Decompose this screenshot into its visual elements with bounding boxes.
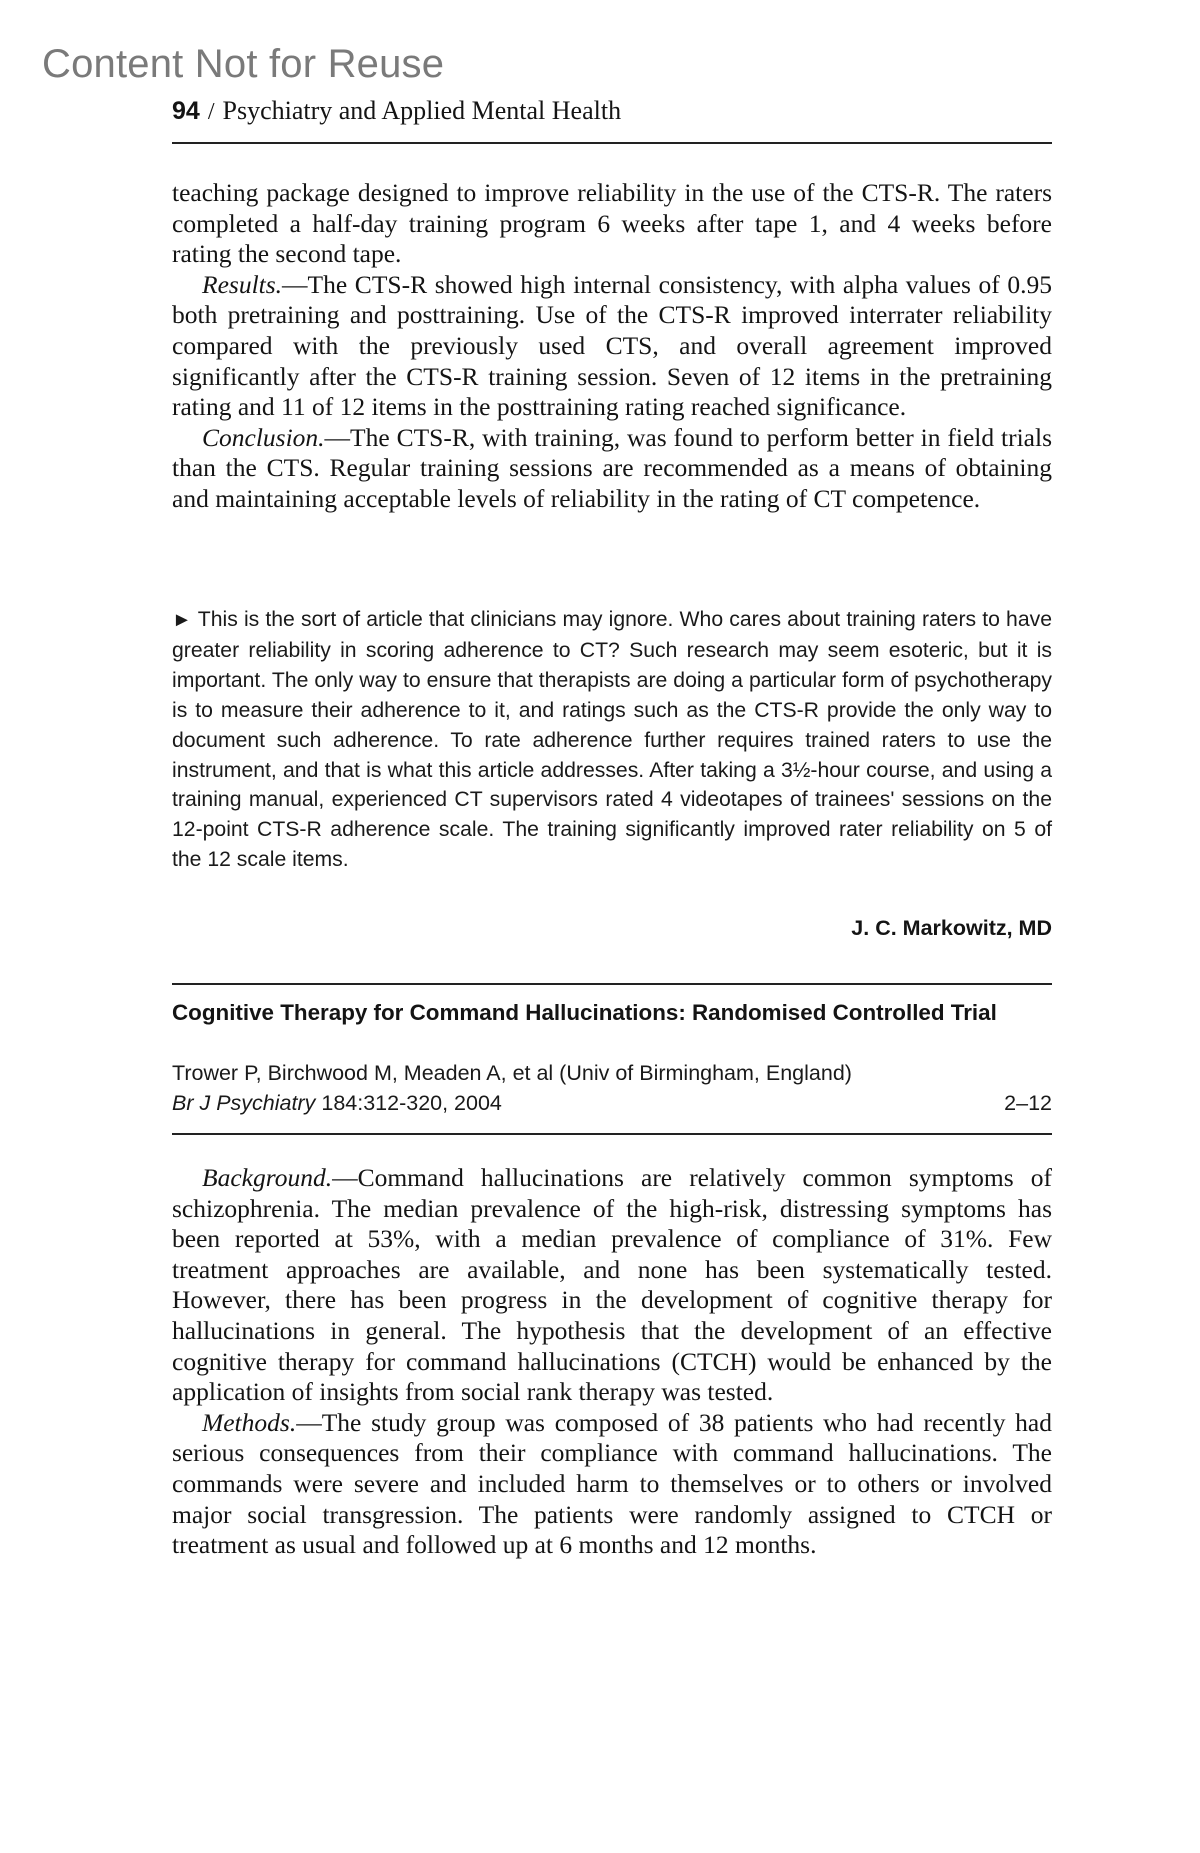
editorial-commentary [172, 605, 1052, 875]
running-head [172, 96, 621, 126]
conclusion-paragraph [172, 423, 1052, 515]
results-text: —The CTS-R showed high internal consistency, with alpha values of 0.95 both pretraining and posttraining. Use of the CTS-R improved interrater reliability compared with the previously used CTS, and overall agreement improved significantly after the CTS-R training session. Seven of 12 items in the pretraining rating and 11 of 12 items in the posttraining rating reached significance. [172, 269, 1052, 422]
article-abstract [172, 1163, 1052, 1561]
article-citation-line [172, 1089, 1052, 1118]
background-paragraph [172, 1163, 1052, 1408]
results-heading: Results. [202, 269, 283, 299]
background-heading: Background. [202, 1163, 333, 1192]
article-bottom-rule [172, 1133, 1052, 1135]
article-journal: Br J Psychiatry [172, 1091, 316, 1115]
watermark: Content Not for Reuse [42, 42, 445, 86]
header-rule [172, 142, 1052, 144]
article-title: Cognitive Therapy for Command Hallucinations: Randomised Controlled Trial [172, 1000, 997, 1025]
methods-paragraph [172, 1408, 1052, 1561]
background-text: —Command hallucinations are relatively common symptoms of schizophrenia. The median prevalence of the high-risk, distressing symptoms has been reported at 53%, with a median prevalence of compliance of 31%. Few treatment approaches are available, and none has been systematically tested. However, there has been progress in the development of cognitive therapy for hallucinations in general. The hypothesis that the development of an effective cognitive therapy for command hallucinations (CTCH) would be enhanced by the application of insights from social rank therapy was tested. [172, 1163, 1052, 1407]
running-head-separator: / [207, 99, 215, 125]
commentary-author: J. C. Markowitz, MD [851, 916, 1052, 940]
methods-heading: Methods. [202, 1407, 297, 1437]
article-code: 2–12 [1004, 1091, 1052, 1115]
conclusion-heading: Conclusion. [202, 422, 325, 452]
article-authors: Trower P, Birchwood M, Meaden A, et al (Univ of Birmingham, England) [172, 1061, 852, 1085]
commentary-text: This is the sort of article that clinicians may ignore. Who cares about training raters to have greater reliability in scoring adherence to CT? Such research may seem esoteric, but it is important. The only way to ensure that therapists are doing a particular form of psychotherapy is to measure their adherence to it, and ratings such as the CTS-R provide the only way to document such adherence. To rate adherence further requires trained raters to use the instrument, and that is what this article addresses. After taking a 3½-hour course, and using a training manual, experienced CT supervisors rated 4 videotapes of trainees' sessions on the 12-point CTS-R adherence scale. The training significantly improved rater reliability on 5 of the 12 scale items. [172, 608, 1052, 872]
continued-abstract [172, 178, 1052, 515]
page-number: 94 [172, 97, 200, 125]
abstract-intro-paragraph: teaching package designed to improve reliability in the use of the CTS-R. The raters completed a half-day training program 6 weeks after tape 1, and 4 weeks before rating the second tape. [172, 178, 1052, 269]
article-top-rule [172, 983, 1052, 985]
conclusion-text: —The CTS-R, with training, was found to perform better in field trials than the CTS. Regular training sessions are recommended as a means of obtaining and maintaining acceptable levels of reliability in the rating of CT competence. [172, 422, 1052, 513]
methods-text: —The study group was composed of 38 patients who had recently had serious consequences from their compliance with command hallucinations. The commands were severe and included harm to themselves or to others or involved major social transgression. The patients were randomly assigned to CTCH or treatment as usual and followed up at 6 months and 12 months. [172, 1407, 1052, 1560]
results-paragraph [172, 270, 1052, 423]
commentary-bullet-icon: ► [172, 609, 192, 631]
journal-name: Psychiatry and Applied Mental Health [222, 96, 622, 125]
article-citation: 184:312-320, 2004 [321, 1091, 502, 1115]
